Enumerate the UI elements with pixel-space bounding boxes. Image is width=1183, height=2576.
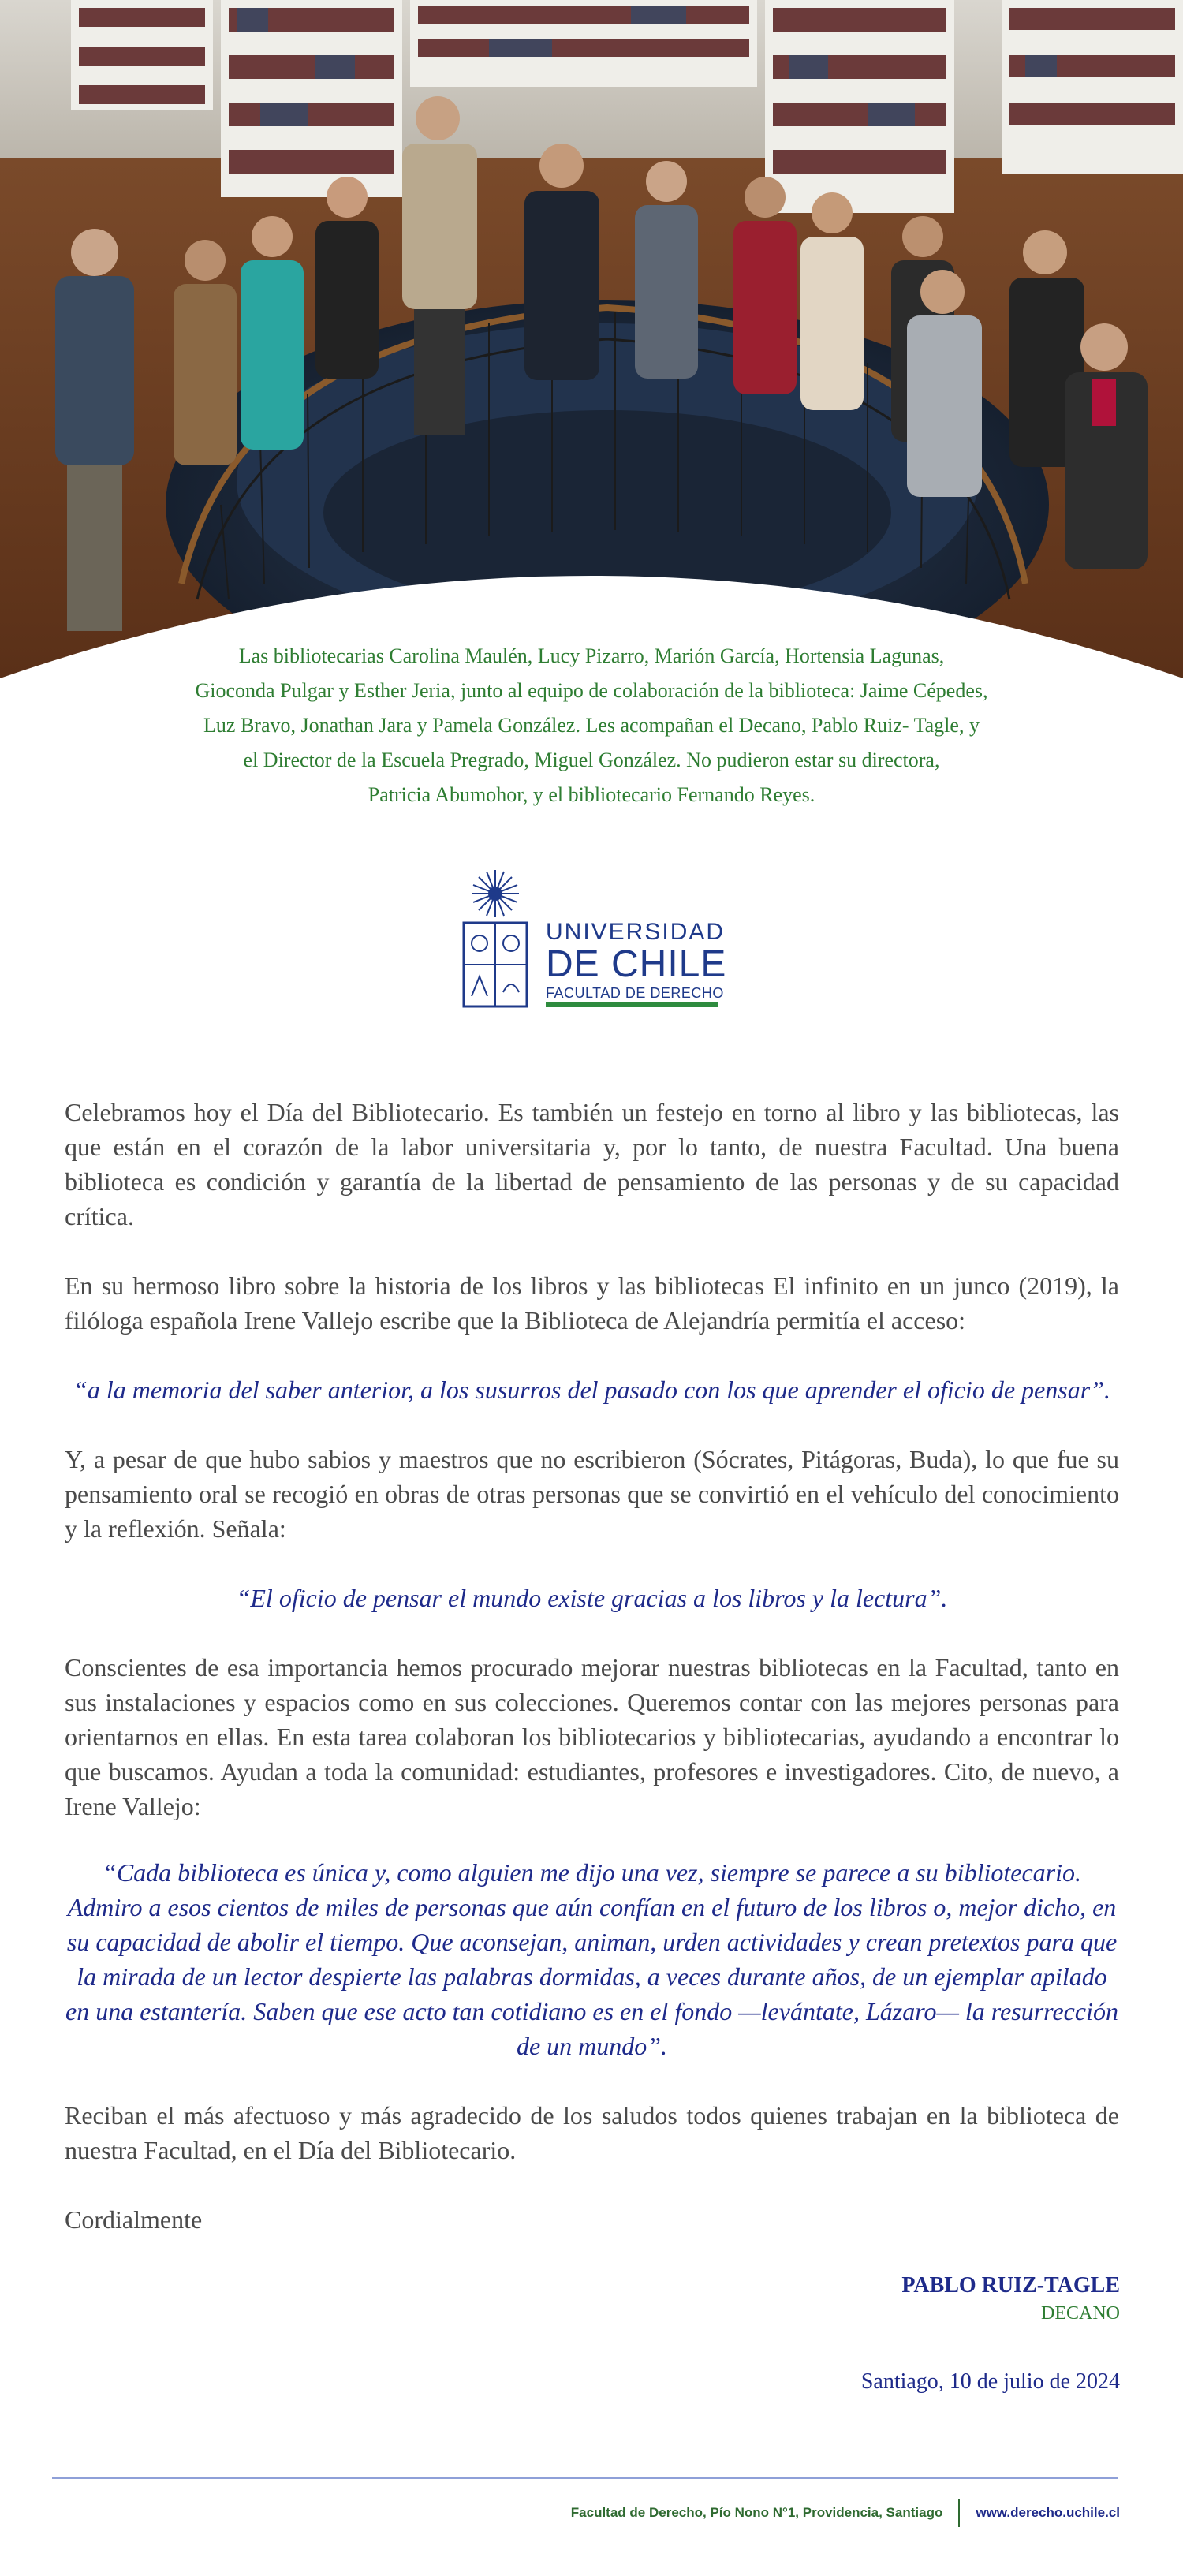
group-photo-illustration: [0, 0, 1183, 678]
quote: “Cada biblioteca es única y, como alguien me dijo una vez, siempre se parece a su bibliotecario. Admiro a esos cientos de miles de personas que aún confían en el futuro de los libros o, mejor dicho, en su capacidad de abolir el tiempo. Que aconsejan, animan, urden actividades y crean pretextos para que la mirada de un lector despierte las palabras dormidas, a veces durante años, de un ejemplar apilado en una estantería. Saben que ese acto tan cotidiano es en el fondo —levántate, Lázaro— la resurrección de un mundo”.: [65, 1858, 1118, 2060]
logo-line-1: UNIVERSIDAD: [546, 919, 726, 945]
caption-line: Patricia Abumohor, y el bibliotecario Fernando Reyes.: [368, 783, 815, 806]
university-logo: [461, 866, 729, 1012]
logo-accent-bar: [546, 1002, 718, 1007]
photo-caption: [118, 639, 1065, 812]
logo-line-2: DE CHILE: [546, 943, 727, 985]
footer-website-link[interactable]: www.derecho.uchile.cl: [976, 2505, 1120, 2520]
paragraph: Reciban el más afectuoso y más agradecido de los saludos todos quienes trabajan en la biblioteca de nuestra Facultad, en el Día del Bibliotecario.: [65, 2101, 1119, 2164]
footer-separator: [958, 2499, 960, 2527]
signature-role: DECANO: [1041, 2303, 1120, 2324]
letter-body: [65, 1095, 1119, 2272]
paragraph: Conscientes de esa importancia hemos procurado mejorar nuestras bibliotecas en la Facultad, tanto en sus instalaciones y espacios como en sus colecciones. Queremos contar con las mejores personas para orientarnos en ellas. En esta tarea colaboran los bibliotecarios y bibliotecarias, ayudando a encontrar lo que buscamos. Ayudan a toda la comunidad: estudiantes, profesores e investigadores. Cito, de nuevo, a Irene Vallejo:: [65, 1653, 1119, 1820]
hero-photo: [0, 0, 1183, 678]
university-shield-icon: [461, 866, 530, 1012]
paragraph: En su hermoso libro sobre la historia de los libros y las bibliotecas El infinito en un junco (2019), la filóloga española Irene Vallejo escribe que la Biblioteca de Alejandría permitía el acceso:: [65, 1271, 1119, 1335]
quote: “El oficio de pensar el mundo existe gracias a los libros y la lectura”.: [236, 1584, 948, 1612]
paragraph: Celebramos hoy el Día del Bibliotecario. Es también un festejo en torno al libro y las bibliotecas, las que están en el corazón de la labor universitaria y, por lo tanto, de nuestra Facultad. Una buena biblioteca es condición y garantía de la libertad de pensamiento de las personas y de su capacidad crítica.: [65, 1098, 1119, 1230]
logo-line-3: FACULTAD DE DERECHO: [546, 985, 724, 1001]
closing: Cordialmente: [65, 2205, 203, 2234]
signature-date: Santiago, 10 de julio de 2024: [860, 2369, 1120, 2394]
caption-line: Gioconda Pulgar y Esther Jeria, junto al equipo de colaboración de la biblioteca: Jaime Cépedes,: [195, 679, 988, 702]
logo-wordmark: [546, 920, 726, 1002]
footer: [571, 2499, 1120, 2527]
caption-line: Las bibliotecarias Carolina Maulén, Lucy Pizarro, Marión García, Hortensia Lagunas,: [238, 644, 945, 667]
paragraph: Y, a pesar de que hubo sabios y maestros que no escribieron (Sócrates, Pitágoras, Buda), lo que fue su pensamiento oral se recogió en obras de otras personas que se convirtió en el vehículo del conocimiento y la reflexión. Señala:: [65, 1445, 1119, 1543]
footer-divider: [52, 2477, 1118, 2479]
caption-line: Luz Bravo, Jonathan Jara y Pamela González. Les acompañan el Decano, Pablo Ruiz- Tagle, y: [203, 714, 980, 737]
quote: “a la memoria del saber anterior, a los susurros del pasado con los que aprender el oficio de pensar”.: [73, 1376, 1110, 1404]
signature-name: PABLO RUIZ-TAGLE: [901, 2273, 1120, 2298]
caption-line: el Director de la Escuela Pregrado, Miguel González. No pudieron estar su directora,: [243, 749, 940, 771]
footer-address: Facultad de Derecho, Pío Nono N°1, Providencia, Santiago: [570, 2505, 943, 2520]
